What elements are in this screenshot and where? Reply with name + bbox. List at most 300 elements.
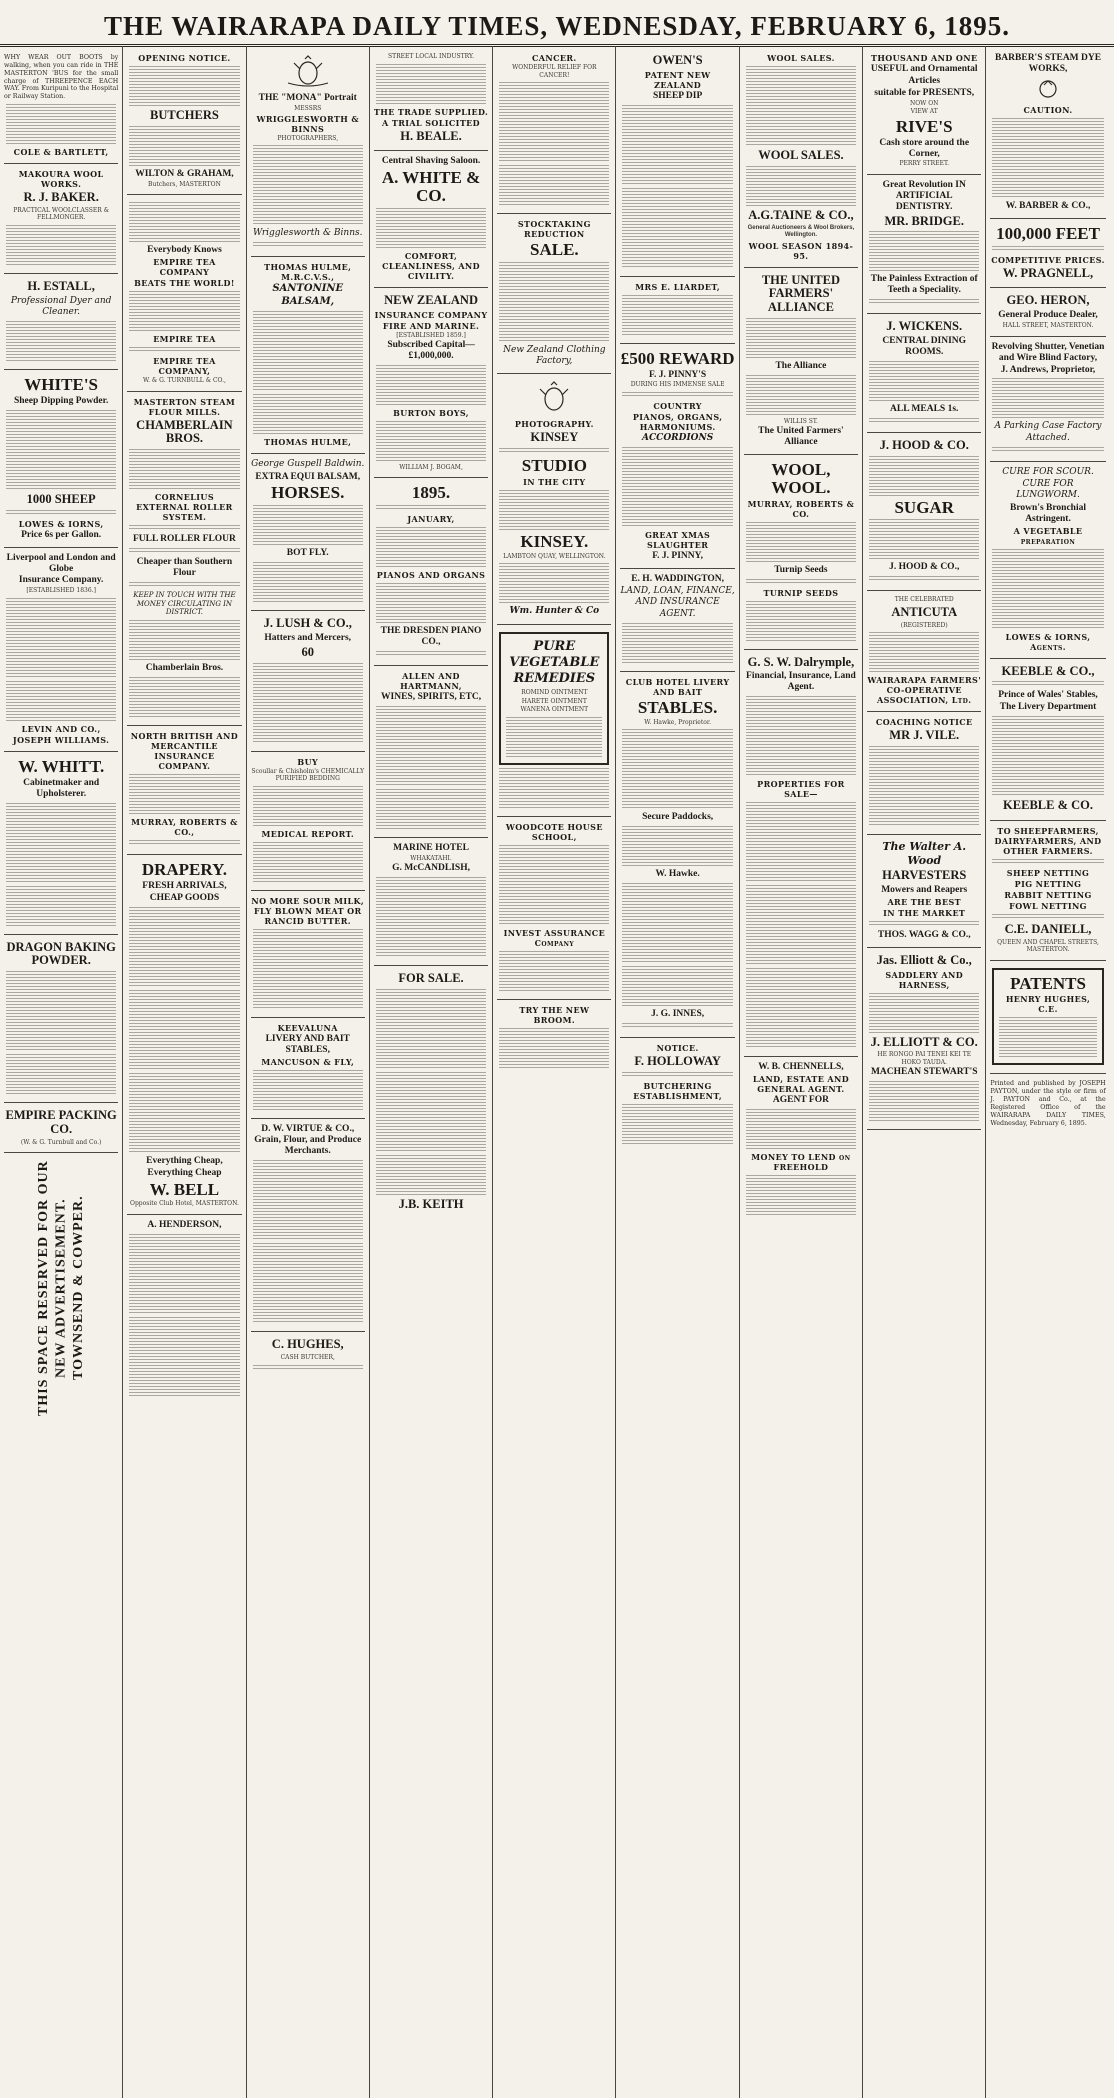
text-lines (869, 361, 979, 401)
saddlery: SADDLERY AND HARNESS, (885, 969, 964, 990)
thomas-hulme-2: THOMAS HULME, (264, 437, 352, 448)
text-lines (6, 321, 116, 361)
text-lines (253, 145, 363, 225)
wagg: THOS. WAGG & CO., (877, 930, 971, 941)
columns (0, 46, 1114, 2098)
levin: LEVIN AND CO., (21, 723, 101, 734)
machean: MACHEAN STEWART'S (870, 1067, 978, 1078)
text-lines (6, 1054, 116, 1094)
text-lines (622, 105, 732, 185)
beale: H. BEALE. (400, 128, 462, 143)
text-lines (129, 1234, 239, 1314)
price-gallon: Price 6s per Gallon. (21, 529, 102, 540)
daniell-sub: QUEEN AND CHAPEL STREETS, MASTERTON. (997, 938, 1099, 954)
ad-whitt (4, 752, 118, 935)
text-lines (992, 549, 1103, 629)
text-lines (869, 632, 979, 672)
extra-equi: EXTRA EQUI BALSAM, (255, 471, 361, 482)
secure-paddocks: Secure Paddocks, (642, 812, 714, 823)
ad-remedies (497, 625, 611, 817)
painless: The Painless Extraction of Teeth a Speciality. (870, 274, 978, 296)
cancer: CANCER. (532, 53, 577, 63)
text-lines (499, 951, 609, 991)
studio: STUDIO (521, 456, 587, 476)
innes: J. G. INNES, (651, 1008, 705, 1019)
text-lines (992, 246, 1103, 252)
pianos-organs: PIANOS AND ORGANS (376, 570, 486, 581)
sour-milk: NO MORE SOUR MILK, FLY BLOWN MEAT OR RANCID BUTTER. (251, 895, 365, 926)
ad-barber (990, 48, 1105, 219)
bogan: WILLIAM J. BOGAM, (399, 463, 463, 471)
wines-spirits: WINES, SPIRITS, ETC, (381, 692, 482, 703)
dresden: THE DRESDEN PIANO CO., (380, 626, 482, 648)
mona-portrait: THE "MONA" Portrait (258, 93, 357, 104)
sale: SALE. (530, 240, 579, 259)
baker-name: R. J. BAKER. (23, 190, 99, 205)
text-lines (746, 375, 856, 415)
text-lines (869, 921, 979, 927)
ad-liardet (620, 277, 734, 344)
parking-case: A Parking Case Factory Attached. (994, 421, 1102, 443)
heron: GEO. HERON, (1006, 293, 1090, 308)
central-shaving: Central Shaving Saloon. (381, 156, 481, 167)
ad-beale (374, 48, 488, 151)
townsend-cowper-vertical: THIS SPACE RESERVED FOR OUR NEW ADVERTISEMENT. TOWNSEND & COWPER. (35, 1160, 86, 1416)
text-lines (746, 66, 856, 146)
cash-store: Cash store around the Corner, (879, 137, 970, 159)
text-lines (6, 886, 116, 926)
text-lines (622, 826, 732, 866)
text-lines (746, 802, 856, 882)
george-baldwin: George Guspell Baldwin. (251, 459, 365, 470)
pure-vegetable: PURE VEGETABLE REMEDIES (509, 638, 600, 687)
text-lines (992, 118, 1103, 198)
text-lines (992, 716, 1103, 796)
text-lines (746, 1109, 856, 1149)
taine-sub: General Auctioneers & Wool Brokers, Wellington. (747, 224, 855, 238)
ad-horses (251, 454, 365, 611)
column-5 (493, 46, 616, 2098)
text-lines (253, 1365, 363, 1371)
ad-bridge (867, 175, 981, 314)
hood: J. HOOD & CO. (879, 437, 969, 452)
text-lines (622, 295, 732, 335)
articles: Articles (908, 75, 941, 86)
bell: W. BELL (149, 1179, 220, 1199)
now-on: NOW ON (910, 99, 939, 107)
text-lines (6, 410, 116, 490)
waddington: E. H. WADDINGTON, (631, 574, 725, 585)
ad-empire-packing (4, 1103, 118, 1153)
ad-marine (374, 838, 488, 966)
fire-marine: FIRE AND MARINE. (382, 320, 480, 331)
a-white: A. WHITE & CO. (381, 168, 481, 206)
text-lines (992, 447, 1103, 453)
fresh-arrivals: FRESH ARRIVALS, (142, 880, 227, 891)
lowes-agents: LOWES & IORNS, Agents. (1005, 631, 1091, 652)
livery-stables: LIVERY AND BAIT STABLES, (265, 1033, 350, 1055)
sheep-dip: SHEEP DIP (652, 90, 703, 101)
text-lines (992, 859, 1103, 865)
united-farmers: THE UNITED FARMERS' ALLIANCE (761, 272, 840, 314)
turnip-seeds-2: TURNIP SEEDS (763, 587, 839, 598)
text-lines (499, 768, 609, 808)
livery-dept: The Livery Department (999, 702, 1097, 713)
keith: J.B. KEITH (398, 1197, 464, 1212)
view-at: VIEW AT (910, 108, 938, 116)
text-lines (253, 1243, 363, 1323)
wool-sales-2: WOOL SALES. (758, 148, 844, 162)
keeble-2: KEEBLE & CO. (1003, 798, 1093, 813)
notice: NOTICE. (656, 1042, 699, 1053)
column-3 (247, 46, 370, 2098)
keep-in-touch: KEEP IN TOUCH WITH THE MONEY CIRCULATING IN DISTRICT. (133, 590, 236, 617)
are-best: ARE THE BEST (887, 897, 961, 908)
allen-hartmann: ALLEN AND HARTMANN, (400, 671, 462, 692)
text-lines (6, 225, 116, 265)
ad-dresden (374, 478, 488, 666)
ad-cancer (497, 48, 611, 214)
mancuson: MANCUSON & FLY, (261, 1056, 355, 1067)
text-lines (129, 1317, 239, 1397)
text-lines (6, 510, 116, 516)
text-lines (869, 519, 979, 559)
text-lines (499, 262, 609, 342)
text-lines (376, 64, 486, 104)
whites-sub: Sheep Dipping Powder. (13, 396, 109, 406)
text-lines (746, 522, 856, 562)
liverpool-heading: Liverpool and London and Globe (6, 552, 116, 574)
text-lines (129, 774, 239, 814)
ad-lush (251, 611, 365, 751)
chennells: W. B. CHENNELLS, (758, 1062, 844, 1073)
suitable: suitable for PRESENTS, (874, 87, 975, 98)
text-lines (499, 490, 609, 530)
buy: BUY (297, 756, 319, 767)
brown: Brown's Bronchial Astringent. (1010, 502, 1086, 524)
kinsey-2: KINSEY. (520, 532, 589, 552)
hawke: W. Hawke, Proprietor. (644, 718, 711, 726)
text-lines (129, 677, 239, 717)
henry-hughes: HENRY HUGHES, C.E. (1005, 994, 1091, 1015)
everybody-knows: Everybody Knows (147, 245, 222, 256)
ad-estall (4, 274, 118, 370)
revolution: Great Revolution IN ARTIFICIAL DENTISTRY. (882, 179, 966, 212)
invest-assurance: INVEST ASSURANCE Company (503, 927, 606, 948)
meals: ALL MEALS 1s. (890, 403, 959, 414)
text-lines (129, 66, 239, 106)
joseph-williams: JOSEPH WILLIAMS. (12, 734, 110, 745)
text-lines (253, 394, 363, 434)
estall-name: H. ESTALL, (27, 278, 95, 293)
ad-farmers-alliance (744, 268, 858, 456)
anticuta: ANTICUTA (891, 604, 958, 619)
turnbull: W. & G. TURNBULL & CO., (142, 377, 226, 385)
pinny: F. J. PINNY'S (649, 369, 707, 380)
insurance-heading: Insurance Company. (18, 575, 104, 586)
elliott-2: J. ELLIOTT & CO. (870, 1034, 978, 1049)
new-broom: TRY THE NEW BROOM. (519, 1004, 590, 1025)
royal-crest-icon (524, 381, 584, 413)
agent-for: AGENT FOR (772, 1095, 829, 1106)
land-loan: LAND, LOAN, FINANCE, AND INSURANCE AGENT. (620, 586, 735, 619)
text-lines (129, 449, 239, 489)
text-lines (746, 601, 856, 641)
text-lines (253, 1160, 363, 1240)
text-lines (253, 663, 363, 743)
butchering: BUTCHERING ESTABLISHMENT, (633, 1080, 723, 1101)
text-lines (6, 598, 116, 678)
cure-scour: CURE FOR SCOUR. (1002, 466, 1094, 477)
rabbit-netting: RABBIT NETTING (1004, 889, 1092, 900)
ad-flour (127, 392, 241, 726)
established: [ESTABLISHED 1836.] (26, 587, 96, 595)
ad-bus (4, 48, 118, 164)
dalrymple: G. S. W. Dalrymple, (747, 654, 855, 669)
hood-2: J. HOOD & CO., (889, 562, 960, 573)
column-4 (370, 46, 493, 2098)
capital: Subscribed Capital—£1,000,000. (387, 340, 475, 362)
ad-santonine (251, 257, 365, 454)
whites-name: WHITE'S (24, 375, 98, 395)
ad-hartmann (374, 666, 488, 838)
dining-rooms: CENTRAL DINING ROOMS. (882, 336, 967, 357)
ad-empire-tea (127, 195, 241, 391)
willis-st: WILLIS ST. (783, 417, 818, 425)
during-sale: DURING HIS IMMENSE SALE (630, 381, 725, 389)
harete-ointment: HARETE OINTMENT (521, 697, 587, 705)
ad-elliott (867, 948, 981, 1130)
produce: General Produce Dealer, (998, 310, 1098, 321)
text-lines (376, 789, 486, 829)
column-6 (616, 46, 739, 2098)
patents-box (992, 968, 1103, 1066)
farmers-coop: WAIRARAPA FARMERS' CO-OPERATIVE ASSOCIATION, Ltd. (867, 675, 982, 706)
lambton-quay: LAMBTON QUAY, WELLINGTON. (503, 552, 606, 560)
vegetable: A VEGETABLE preparation (1013, 525, 1083, 546)
cheaper: Cheaper than Southern Flour (136, 557, 233, 578)
patents: PATENTS (1010, 973, 1086, 993)
text-lines (746, 166, 856, 206)
text-lines (376, 583, 486, 623)
text-lines (253, 311, 363, 391)
wickens: J. WICKENS. (886, 319, 963, 334)
ad-broom (497, 1000, 611, 1076)
ad-netting (990, 821, 1105, 961)
the-alliance: The Alliance (775, 360, 827, 371)
text-lines (869, 456, 979, 496)
trial-solicited: A TRIAL SOLICITED (382, 117, 481, 128)
ad-rive (867, 48, 981, 175)
henderson: A. HENDERSON, (147, 1219, 222, 1230)
pinny-2: F. J. PINNY, (652, 551, 704, 562)
daniell: C.E. DANIELL, (1004, 921, 1092, 936)
nz-insurance: INSURANCE COMPANY (374, 309, 488, 320)
pig-netting: PIG NETTING (1014, 878, 1082, 889)
trade-supplied: THE TRADE SUPPLIED. (373, 106, 489, 117)
burton-boys: BURTON BOYS, (393, 407, 469, 418)
thousand-one: THOUSAND AND ONE (870, 53, 978, 63)
imprint (990, 1074, 1105, 1134)
patent-nz: PATENT NEW ZEALAND (644, 69, 711, 90)
murray-roberts-2: MURRAY, ROBERTS & CO. (747, 498, 855, 519)
empire-tea-co-2: EMPIRE TEA COMPANY, (153, 356, 216, 377)
year-1895: 1895. (411, 483, 451, 503)
estall-sub: Professional Dyer and Cleaner. (10, 295, 112, 317)
text-lines (129, 840, 239, 846)
text-lines (253, 1070, 363, 1110)
text-lines (869, 418, 979, 424)
text-lines (622, 1104, 732, 1144)
ad-pinny (620, 344, 734, 569)
text-lines (129, 525, 239, 531)
text-lines (376, 989, 486, 1069)
text-lines (746, 968, 856, 1048)
comfort: COMFORT, CLEANLINESS, AND CIVILITY. (382, 250, 480, 281)
wonderful-relief: WONDERFUL RELIEF FOR CANCER! (512, 64, 597, 79)
ad-wool-wool (744, 455, 858, 650)
column-1 (0, 46, 123, 2098)
ad-holloway (620, 1038, 734, 1152)
ad-wool-sales (744, 48, 858, 268)
text-lines (129, 620, 239, 660)
royal-crest-icon (1037, 78, 1059, 100)
text-lines (376, 421, 486, 461)
taine: A.G.TAINE & CO., (748, 207, 854, 222)
ad-patents (990, 961, 1105, 1075)
ad-drapery (127, 855, 241, 1215)
text-lines (376, 877, 486, 957)
ad-vile (867, 712, 981, 835)
thomas-hulme: THOMAS HULME, M.R.C.V.S., (264, 262, 352, 283)
ad-scoullar (251, 752, 365, 891)
sheep-netting: SHEEP NETTING (1006, 867, 1090, 878)
registered: (REGISTERED) (900, 621, 948, 629)
newspaper-title: THE WAIRARAPA DAILY TIMES, WEDNESDAY, FEBRUARY 6, 1895. (104, 11, 1010, 41)
text-lines (376, 505, 486, 511)
barber: BARBER'S STEAM DYE WORKS, (994, 53, 1102, 74)
text-lines (129, 907, 239, 987)
ad-chennells (744, 1057, 858, 1223)
ad-north-british (127, 726, 241, 855)
stocktaking: STOCKTAKING REDUCTION (517, 219, 591, 239)
everything-cheap: Everything Cheap, (146, 1155, 223, 1166)
text-lines (129, 291, 239, 331)
column-2 (123, 46, 246, 2098)
text-lines (376, 1072, 486, 1152)
rive: RIVE'S (895, 116, 953, 136)
elliott: Jas. Elliott & Co., (876, 952, 972, 967)
text-lines (253, 505, 363, 545)
beats-world: BEATS THE WORLD! (134, 278, 235, 289)
dragon-name: DRAGON BAKING POWDER. (6, 939, 116, 968)
vile: MR J. VILE. (889, 728, 960, 743)
ad-dalrymple (744, 650, 858, 1058)
text-lines (622, 1072, 732, 1078)
text-lines (129, 202, 239, 242)
ad-waddington (620, 569, 734, 672)
revolving: Revolving Shutter, Venetian and Wire Blind Factory, (991, 341, 1105, 363)
chamberlain: CHAMBERLAIN BROS. (136, 417, 233, 446)
ad-woodcote (497, 817, 611, 1000)
text-lines (376, 651, 486, 657)
nz-clothing: New Zealand Clothing Factory, (503, 344, 606, 367)
text-lines (376, 1155, 486, 1195)
chennells-sub: LAND, ESTATE AND GENERAL AGENT. (752, 1074, 850, 1095)
ad-keeble (990, 659, 1105, 821)
ad-andrews (990, 337, 1105, 462)
text-lines (622, 188, 732, 268)
text-lines (253, 786, 363, 826)
text-lines (869, 993, 979, 1033)
hundred-thousand: 100,000 FEET (996, 223, 1100, 243)
empire-tea-co: EMPIRE TEA COMPANY (153, 257, 216, 278)
ad-wickens (867, 314, 981, 433)
wilton-sub: Butchers, MASTERTON (148, 180, 221, 188)
coaching: COACHING NOTICE (875, 717, 973, 728)
text-lines (499, 845, 609, 925)
empire-packing-sub: (W. & G. Turnbull and Co.) (20, 1138, 102, 1146)
virtue: D. W. VIRTUE & CO., (261, 1123, 355, 1134)
kinsey: KINSEY (530, 430, 579, 445)
wool-sales: WOOL SALES. (767, 53, 835, 63)
text-lines (992, 378, 1103, 418)
nz-heading: NEW ZEALAND (384, 292, 478, 307)
text-lines (499, 563, 609, 603)
sugar: SUGAR (894, 497, 954, 517)
money-lend: MONEY TO LEND on FREEHOLD (751, 1152, 851, 1173)
celebrated: THE CELEBRATED (894, 596, 954, 604)
text-lines (622, 883, 732, 963)
bus-text: WHY WEAR OUT BOOTS by walking, when you can ride in THE MASTERTON 'BUS for the small charge of THREEPENCE EACH WAY. From Kuripuni to the Hospital or Railway Station. (4, 54, 119, 101)
reward: £500 REWARD (620, 348, 735, 368)
lush-sub: Hatters and Mercers, (264, 632, 352, 643)
text-lines (129, 582, 239, 588)
column-7 (740, 46, 863, 2098)
prince-wales: Prince of Wales' Stables, (998, 690, 1098, 701)
marine-hotel: MARINE HOTEL (393, 843, 469, 854)
lowes-iorns: LOWES & IORNS, (18, 518, 104, 529)
wool-season: WOOL SEASON 1894-95. (748, 240, 854, 261)
holloway: F. HOLLOWAY (634, 1053, 721, 1068)
ad-pragnell (990, 219, 1105, 289)
text-lines (6, 971, 116, 1051)
remedies-box (499, 632, 609, 765)
text-lines (622, 729, 732, 809)
ad-hood (867, 433, 981, 592)
makoura-heading: MAKOURA WOOL WORKS. (18, 169, 104, 190)
text-lines (253, 842, 363, 882)
text-lines (746, 696, 856, 776)
royal-crest-icon (278, 55, 338, 87)
text-lines (622, 623, 732, 663)
text-lines (992, 914, 1103, 920)
text-lines (746, 885, 856, 965)
flour-mills: MASTERTON STEAM FLOUR MILLS. (133, 396, 236, 417)
text-lines (622, 447, 732, 527)
ad-owens (620, 48, 734, 277)
andrews: J. Andrews, Proprietor, (1000, 364, 1096, 375)
text-lines (499, 1028, 609, 1068)
messrs: MESSRS (294, 105, 322, 113)
full-roller: FULL ROLLER FLOUR (132, 534, 236, 545)
wanena-ointment: WANENA OINTMENT (520, 706, 589, 714)
ad-forsale (374, 966, 488, 1219)
text-lines (376, 706, 486, 786)
opening-notice: OPENING NOTICE. (138, 53, 231, 63)
wrigglesworth-binns: WRIGGLESWORTH & BINNS (256, 113, 359, 134)
barber-2: W. BARBER & CO., (1005, 200, 1091, 211)
